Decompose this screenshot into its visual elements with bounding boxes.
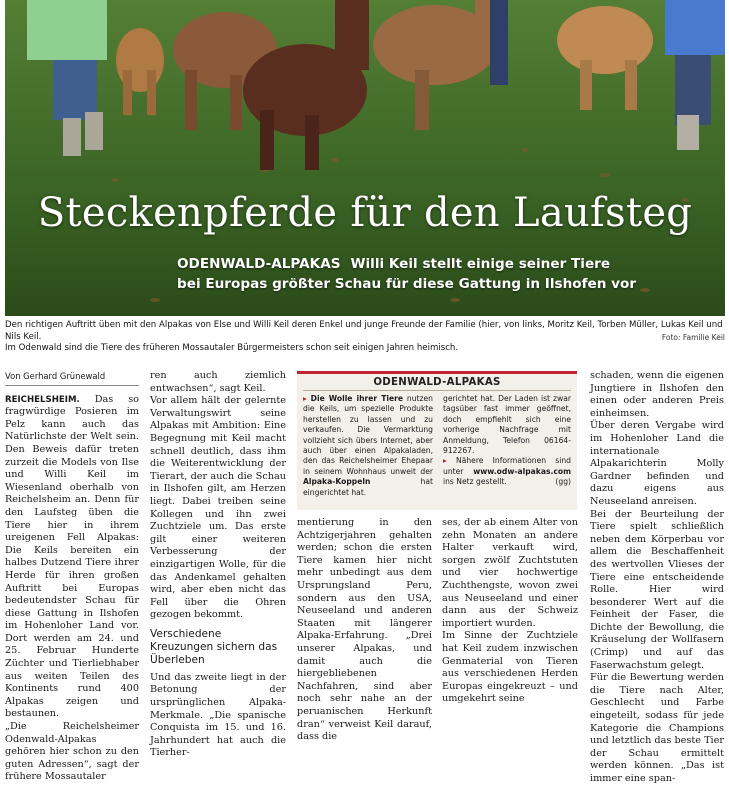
info-box xyxy=(297,371,577,510)
article-column-1 xyxy=(5,370,139,784)
info-box-col-1: ▸ Die Wolle ihrer Tiere nutzen die Keils, um spezielle Produkte herstellen zu lassen und zu verkaufen. Die Vermarktung vollzieht sich übers Internet, aber auch über einen Alpakaladen, den das Reichelsheimer Ehepaar in seinem Wohnhaus unweit der Alpaka-Koppeln hat eingerichtet hat. xyxy=(303,394,433,497)
photo-caption xyxy=(5,320,725,355)
website-link[interactable]: www.odw-alpakas.com xyxy=(473,466,571,476)
paragraph: mentierung in den Achtzigerjahren gehalten werden; schon die ersten Tiere kamen hier nicht mehr unbedingt aus dem Ursprungsland Peru, sondern aus den USA, Neuseeland und anderen Staaten mit längerer Alpaka-Erfahrung. „Drei unserer Alpakas, und damit auch die hiergebliebenen Nachfahren, sind aber noch sehr nahe an der peruanischen Herkunft dran“ verweist Keil darauf, dass die xyxy=(297,517,432,743)
paragraph: REICHELSHEIM. Das so fragwürdige Posieren im Pelz kann auch das Natürlichste der Welt sein. Den Beweis dafür treten zurzeit die Models von Ilse und Willi Keil im Wiesenland oberhalb von Reichelsheim an. Denn für den Laufsteg üben die Tiere hier in ihrem ureigenen Fell Alpakas: Die Keils bereiten ein halbes Dutzend Tiere ihrer Herde für ihren großen Auftritt bei Europas bedeutendster Schau für diese Gattung in Ilshofen im Hohenloher Land vor. Dort werden am 24. und 25. Februar Hunderte Züchter und Tierliebhaber aus weiten Teilen des Kontinents rund 400 Alpakas zeigen und bestaunen. xyxy=(5,393,139,720)
article-column-4 xyxy=(442,517,578,706)
arrow-icon: ▸ xyxy=(303,394,307,403)
subhead: Verschiedene Kreuzungen sichern das Überleben xyxy=(150,627,278,666)
paragraph: schaden, wenn die eigenen Jungtiere in Ilshofen den einen oder anderen Preis einheimsen. xyxy=(590,370,724,419)
article-column-2 xyxy=(150,370,286,760)
article-photo xyxy=(5,0,725,316)
info-lead: Die Wolle ihrer Tiere xyxy=(310,394,404,403)
info-box-title: ODENWALD-ALPAKAS xyxy=(303,374,571,391)
subline-2: bei Europas größter Schau für diese Gattung in Ilshofen vor xyxy=(177,276,637,292)
subline-1: Willi Keil stellt einige seiner Tiere xyxy=(350,256,611,272)
paragraph: „Die Reichelsheimer Odenwald-Alpakas gehören hier schon zu den guten Adressen“, sagt der frühere Mossautaler xyxy=(5,721,139,783)
paragraph: Bei der Beurteilung der Tiere spielt schließlich neben dem Körperbau vor allem die Beschaffenheit des wertvollen Vlieses der Tiere eine entscheidende Rolle. Hier wird besonderer Wert auf die Feinheit der Faser, die Dichte der Bewollung, die Kräuselung der Wollfasern (Crimp) und auf das Faserwachstum gelegt. xyxy=(590,508,724,671)
article-column-5 xyxy=(590,370,724,786)
dateline: REICHELSHEIM. xyxy=(5,394,80,405)
article-column-3 xyxy=(297,517,432,744)
paragraph: Und das zweite liegt in der Betonung der ursprünglichen Alpaka-Merkmale. „Die spanische Conquista im 15. und 16. Jahrhundert hat auch die Tierher- xyxy=(150,671,286,759)
paragraph: Über deren Vergabe wird im Hohenloher Land die internationale Alpakarichterin Molly Gardner befinden und dazu eigens aus Neuseeland anreisen. xyxy=(590,420,724,507)
paragraph: Im Sinne der Zuchtziele hat Keil zudem inzwischen Genmaterial von Tieren aus verschiedenen Herden Europas eingekreuzt – und umgekehrt seine xyxy=(442,630,578,705)
photo-credit: Foto: Familie Keil xyxy=(661,332,725,342)
paragraph: Vor allem hält der gelernte Verwaltungswirt seine Alpakas mit Ambition: Eine Begegnung mit Keil macht schnell deutlich, dass ihm die Weiterentwicklung der Tierart, der auch die Schau in Ilshofen gilt, am Herzen liegt. Dabei treiben seine Kollegen und ihn zwei Zuchtziele um. Das erste gilt einer weiteren Verbesserung der einzigartigen Wolle, für die das Andenkamel gehalten wird, aber eben nicht das Fell über die Ohren gezogen bekommt. xyxy=(150,395,286,621)
signature: (gg) xyxy=(555,477,571,487)
caption-line-2: Im Odenwald sind die Tiere des früheren Mossautaler Bürgermeisters schon seit einigen Jahren heimisch. xyxy=(5,343,459,353)
kicker: ODENWALD-ALPAKAS xyxy=(177,256,341,272)
arrow-icon: ▸ xyxy=(443,456,447,466)
subheadline xyxy=(177,254,717,294)
headline: Steckenpferde für den Laufsteg xyxy=(37,190,693,236)
info-bold: Alpaka-Koppeln xyxy=(303,477,371,487)
caption-line-1: Den richtigen Auftritt üben mit den Alpakas von Else und Willi Keil deren Enkel und junge Freunde der Familie (hier, von links, Moritz Keil, Torben Müller, Lukas Keil und Nils Keil. xyxy=(5,320,723,342)
info-box-col-2: gerichtet hat. Der Laden ist zwar tagsüber fast immer geöffnet, doch empfiehlt sich eine vorherige Nachfrage mit Anmeldung, Telefon 06164-912267. ▸ Nähere Informationen sind unter www.odw-alpakas.com ins Netz gestellt. (gg) xyxy=(443,394,571,487)
paragraph: ren auch ziemlich entwachsen“, sagt Keil. xyxy=(150,370,286,394)
paragraph: ses, der ab einem Alter von zehn Monaten an andere Halter verkauft wird, sorgen zwölf Zuchtstuten und vier hochwertige Zuchthengste, wovon zwei aus Neuseeland und einer dann aus der Schweiz importiert wurden. xyxy=(442,517,578,629)
author-line: Von Gerhard Grünewald xyxy=(5,370,139,386)
jacket-left xyxy=(27,0,107,60)
paragraph: Für die Bewertung werden die Tiere nach Alter, Geschlecht und Farbe eingeteilt, sodass für jede Kategorie die Champions und letztlich das beste Tier der Schau ermittelt werden können. „Das ist immer eine span- xyxy=(590,672,724,784)
